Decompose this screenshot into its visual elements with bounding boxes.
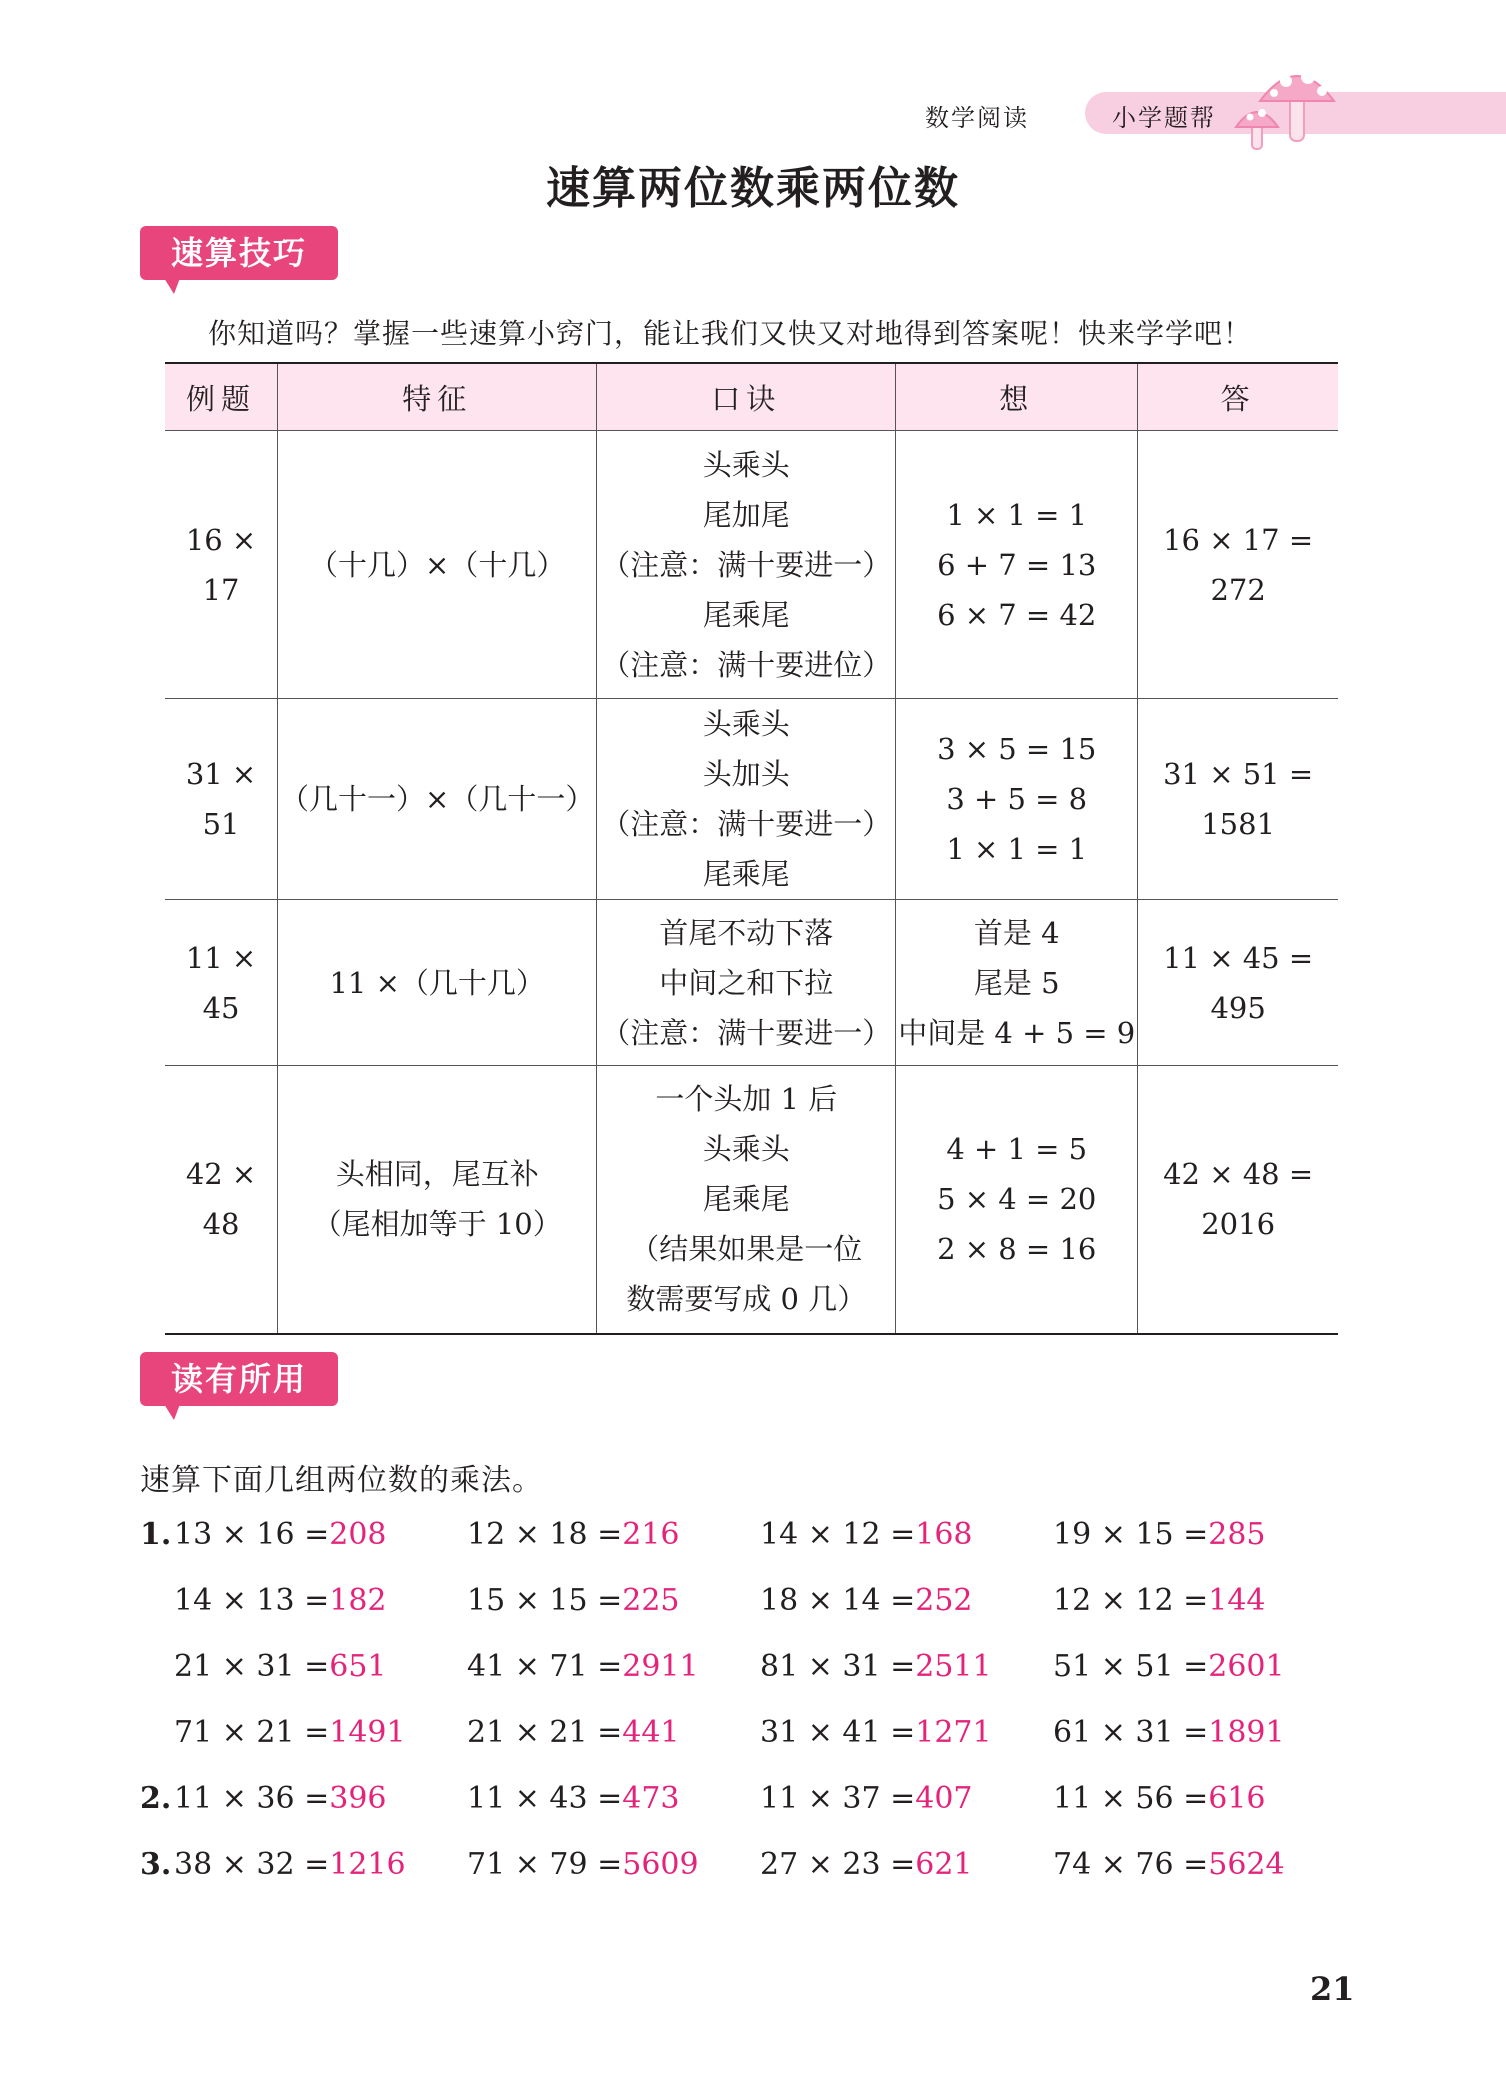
feature-cell: （十几）×（十几）: [278, 431, 597, 699]
answer: 182: [329, 1583, 387, 1618]
example-cell: 16 × 17: [165, 431, 278, 699]
header-book-label: 小学题帮: [1112, 104, 1216, 132]
answer: 2601: [1208, 1649, 1285, 1684]
practice-row: [0, 1847, 1506, 1887]
problem: 21 × 31 =651: [174, 1649, 387, 1684]
answer-cell: 31 × 51 = 1581: [1138, 699, 1338, 900]
problem: 14 × 13 =182: [174, 1583, 387, 1618]
group-number: 2.: [140, 1781, 172, 1816]
example-cell: 11 × 45: [165, 900, 278, 1066]
answer: 441: [622, 1715, 680, 1750]
group-number: 1.: [140, 1517, 172, 1552]
column-header: 特征: [278, 363, 597, 431]
tips-table: [165, 362, 1338, 1335]
table-header-row: [165, 363, 1338, 431]
answer: 651: [329, 1649, 387, 1684]
think-cell: 4 + 1 = 5 5 × 4 = 20 2 × 8 = 16: [896, 1066, 1138, 1334]
page-number: 21: [1310, 1970, 1355, 2008]
answer: 252: [915, 1583, 973, 1618]
problem: 12 × 18 =216: [467, 1517, 680, 1552]
practice-row: [0, 1517, 1506, 1557]
think-cell: 1 × 1 = 1 6 + 7 = 13 6 × 7 = 42: [896, 431, 1138, 699]
problem: 81 × 31 =2511: [760, 1649, 992, 1684]
example-cell: 42 × 48: [165, 1066, 278, 1334]
problem: 27 × 23 =621: [760, 1847, 973, 1882]
problem: 15 × 15 =225: [467, 1583, 680, 1618]
section-tag-tips: 速算技巧: [140, 226, 338, 280]
problem: 38 × 32 =1216: [174, 1847, 406, 1882]
problem: 71 × 79 =5609: [467, 1847, 699, 1882]
table-row: [165, 431, 1338, 699]
problem: 18 × 14 =252: [760, 1583, 973, 1618]
column-header: 口诀: [597, 363, 896, 431]
problem: 11 × 56 =616: [1053, 1781, 1266, 1816]
problem: 51 × 51 =2601: [1053, 1649, 1285, 1684]
feature-cell: 11 ×（几十几）: [278, 900, 597, 1066]
group-number: 3.: [140, 1847, 172, 1882]
answer: 216: [622, 1517, 680, 1552]
problem: 11 × 43 =473: [467, 1781, 680, 1816]
section-tag-practice: 读有所用: [140, 1352, 338, 1406]
answer-cell: 11 × 45 = 495: [1138, 900, 1338, 1066]
feature-cell: （几十一）×（几十一）: [278, 699, 597, 900]
intro-text: 你知道吗？掌握一些速算小窍门，能让我们又快又对地得到答案呢！快来学学吧！: [208, 317, 1253, 350]
answer: 1891: [1208, 1715, 1285, 1750]
answer: 1491: [329, 1715, 406, 1750]
practice-prompt: 速算下面几组两位数的乘法。: [140, 1463, 543, 1498]
column-header: 例题: [165, 363, 278, 431]
rhyme-cell: 首尾不动下落 中间之和下拉 （注意：满十要进一）: [597, 900, 896, 1066]
answer: 208: [329, 1517, 387, 1552]
problem: 61 × 31 =1891: [1053, 1715, 1285, 1750]
column-header: 想: [896, 363, 1138, 431]
answer: 473: [622, 1781, 680, 1816]
rhyme-cell: 头乘头 头加头 （注意：满十要进一） 尾乘尾: [597, 699, 896, 900]
answer: 1271: [915, 1715, 992, 1750]
problem: 21 × 21 =441: [467, 1715, 680, 1750]
practice-row: [0, 1715, 1506, 1755]
problem: 71 × 21 =1491: [174, 1715, 406, 1750]
page-title: 速算两位数乘两位数: [546, 163, 960, 214]
problem: 13 × 16 =208: [174, 1517, 387, 1552]
answer: 396: [329, 1781, 387, 1816]
practice-row: [0, 1583, 1506, 1623]
problem: 11 × 37 =407: [760, 1781, 973, 1816]
table-row: [165, 1066, 1338, 1334]
problem: 41 × 71 =2911: [467, 1649, 699, 1684]
header-section-label: 数学阅读: [925, 104, 1029, 132]
problem: 19 × 15 =285: [1053, 1517, 1266, 1552]
answer: 621: [915, 1847, 973, 1882]
answer: 1216: [329, 1847, 406, 1882]
practice-row: [0, 1649, 1506, 1689]
rhyme-cell: 一个头加 1 后 头乘头 尾乘尾 （结果如果是一位 数需要写成 0 几）: [597, 1066, 896, 1334]
problem: 74 × 76 =5624: [1053, 1847, 1285, 1882]
answer: 5624: [1208, 1847, 1285, 1882]
column-header: 答: [1138, 363, 1338, 431]
answer: 225: [622, 1583, 680, 1618]
think-cell: 首是 4 尾是 5 中间是 4 + 5 = 9: [896, 900, 1138, 1066]
table-row: [165, 699, 1338, 900]
example-cell: 31 × 51: [165, 699, 278, 900]
problem: 31 × 41 =1271: [760, 1715, 992, 1750]
think-cell: 3 × 5 = 15 3 + 5 = 8 1 × 1 = 1: [896, 699, 1138, 900]
answer: 2911: [622, 1649, 699, 1684]
mushroom-icon: [1230, 55, 1350, 155]
rhyme-cell: 头乘头 尾加尾 （注意：满十要进一） 尾乘尾 （注意：满十要进位）: [597, 431, 896, 699]
feature-cell: 头相同，尾互补 （尾相加等于 10）: [278, 1066, 597, 1334]
problem: 11 × 36 =396: [174, 1781, 387, 1816]
table-row: [165, 900, 1338, 1066]
answer: 5609: [622, 1847, 699, 1882]
practice-row: [0, 1781, 1506, 1821]
answer: 2511: [915, 1649, 992, 1684]
answer-cell: 42 × 48 = 2016: [1138, 1066, 1338, 1334]
answer: 285: [1208, 1517, 1266, 1552]
answer: 616: [1208, 1781, 1266, 1816]
answer: 168: [915, 1517, 973, 1552]
answer: 144: [1208, 1583, 1266, 1618]
answer-cell: 16 × 17 = 272: [1138, 431, 1338, 699]
problem: 14 × 12 =168: [760, 1517, 973, 1552]
answer: 407: [915, 1781, 973, 1816]
problem: 12 × 12 =144: [1053, 1583, 1266, 1618]
